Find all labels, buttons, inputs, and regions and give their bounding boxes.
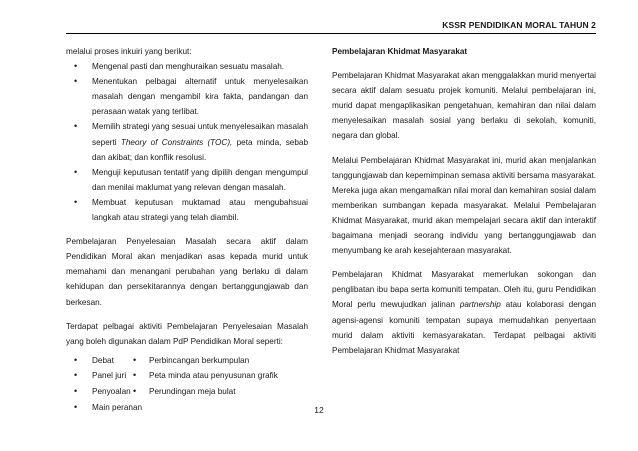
community-paragraph-2: Melalui Pembelajaran Khidmat Masyarakat ini, murid akan menjalankan tanggungjawab dan kepemimpinan semasa aktiviti bersama masyarakat. Mereka juga akan mengamalkan nilai moral dan kemahiran sosial dalam memberikan sumbangan kepada masyarakat. Melalui Pembelajaran Khidmat Masyarakat, murid akan mempelajari secara aktif dan interaktif bagaimana menjadi seorang individu yang bertanggungjawab dan menyumbang ke arah kesejahteraan masyarakat. <box>332 155 596 256</box>
document-header: KSSR PENDIDIKAN MORAL TAHUN 2 <box>442 20 596 30</box>
problem-solving-paragraph: Pembelajaran Penyelesaian Masalah secara aktif dalam Pendidikan Moral akan menjadikan asas kepada murid untuk memahami dan menangani perubahan yang berlaku di dalam kehidupan dan persekitarannya dengan bertanggungjawab dan berkesan. <box>66 237 308 307</box>
list-item <box>66 119 308 164</box>
paragraph-text: atau kolaborasi dengan agensi-agensi komuniti tempatan supaya memudahkan penyertaan murid dalam aktiviti kemasyarakatan. Terdapat pelbagai aktiviti Pembelajaran Khidmat Masyarakat <box>332 300 596 355</box>
section-title: Pembelajaran Khidmat Masyarakat <box>332 47 468 56</box>
emphasis-text: Theory of Constraints (TOC), <box>120 137 233 147</box>
emphasis-text: partnership <box>459 300 501 310</box>
list-item: • Membuat keputusan muktamad atau mengubahsuai langkah atau strategi yang telah diambil. <box>66 195 308 225</box>
list-item: • Mengenal pasti dan menghuraikan sesuatu masalah. <box>66 59 308 74</box>
list-item: • Menguji keputusan tentatif yang dipilih dengan mengumpul dan menilai maklumat yang relevan dengan masalah. <box>66 165 308 195</box>
community-paragraph-1: Pembelajaran Khidmat Masyarakat akan menggalakkan murid menyertai secara aktif dalam sesuatu projek komuniti. Melalui pembelajaran ini, murid dapat mengaplikasikan pengetahuan, kemahiran dan nilai dalam menyelesaikan masalah sosial yang berlaku di sekolah, komuniti, negara dan global. <box>332 71 596 141</box>
page-number: 12 <box>314 405 324 415</box>
list-item: • Perbincangan berkumpulan <box>132 353 278 369</box>
list-item: • Panel juri <box>66 368 132 384</box>
community-paragraph-3 <box>332 267 596 358</box>
right-column <box>332 44 596 358</box>
left-column <box>66 44 308 415</box>
list-item: • Perundingan meja bulat <box>132 384 278 400</box>
header-rule <box>66 33 596 34</box>
intro-text: melalui proses inkuiri yang berikut: <box>66 47 192 56</box>
list-item: • Peta minda atau penyusunan grafik <box>132 368 278 384</box>
list-item: • Penyoalan <box>66 384 132 400</box>
list-item-text: Memilih strategi yang sesuai untuk menyelesaikan masalah seperti <box>92 122 308 147</box>
list-item: • Debat <box>66 353 132 369</box>
list-item-text: peta minda, sebab dan akibat; dan konflik resolusi. <box>92 137 309 162</box>
list-item: • Menentukan pelbagai alternatif untuk menyelesaikan masalah dengan mengambil kira fakta, pandangan dan perasaan watak yang terlibat. <box>66 74 308 119</box>
list-item: • Main peranan <box>66 400 132 416</box>
activities-intro: Terdapat pelbagai aktiviti Pembelajaran Penyelesaian Masalah yang boleh digunakan dalam PdP Pendidikan Moral seperti: <box>66 321 308 346</box>
inquiry-steps-list <box>66 59 308 225</box>
paragraph-text: Pembelajaran Khidmat Masyarakat memerlukan sokongan dan penglibatan ibu bapa serta komuniti tempatan. Oleh itu, guru Pendidikan Moral perlu mewujudkan jalinan <box>332 270 596 310</box>
